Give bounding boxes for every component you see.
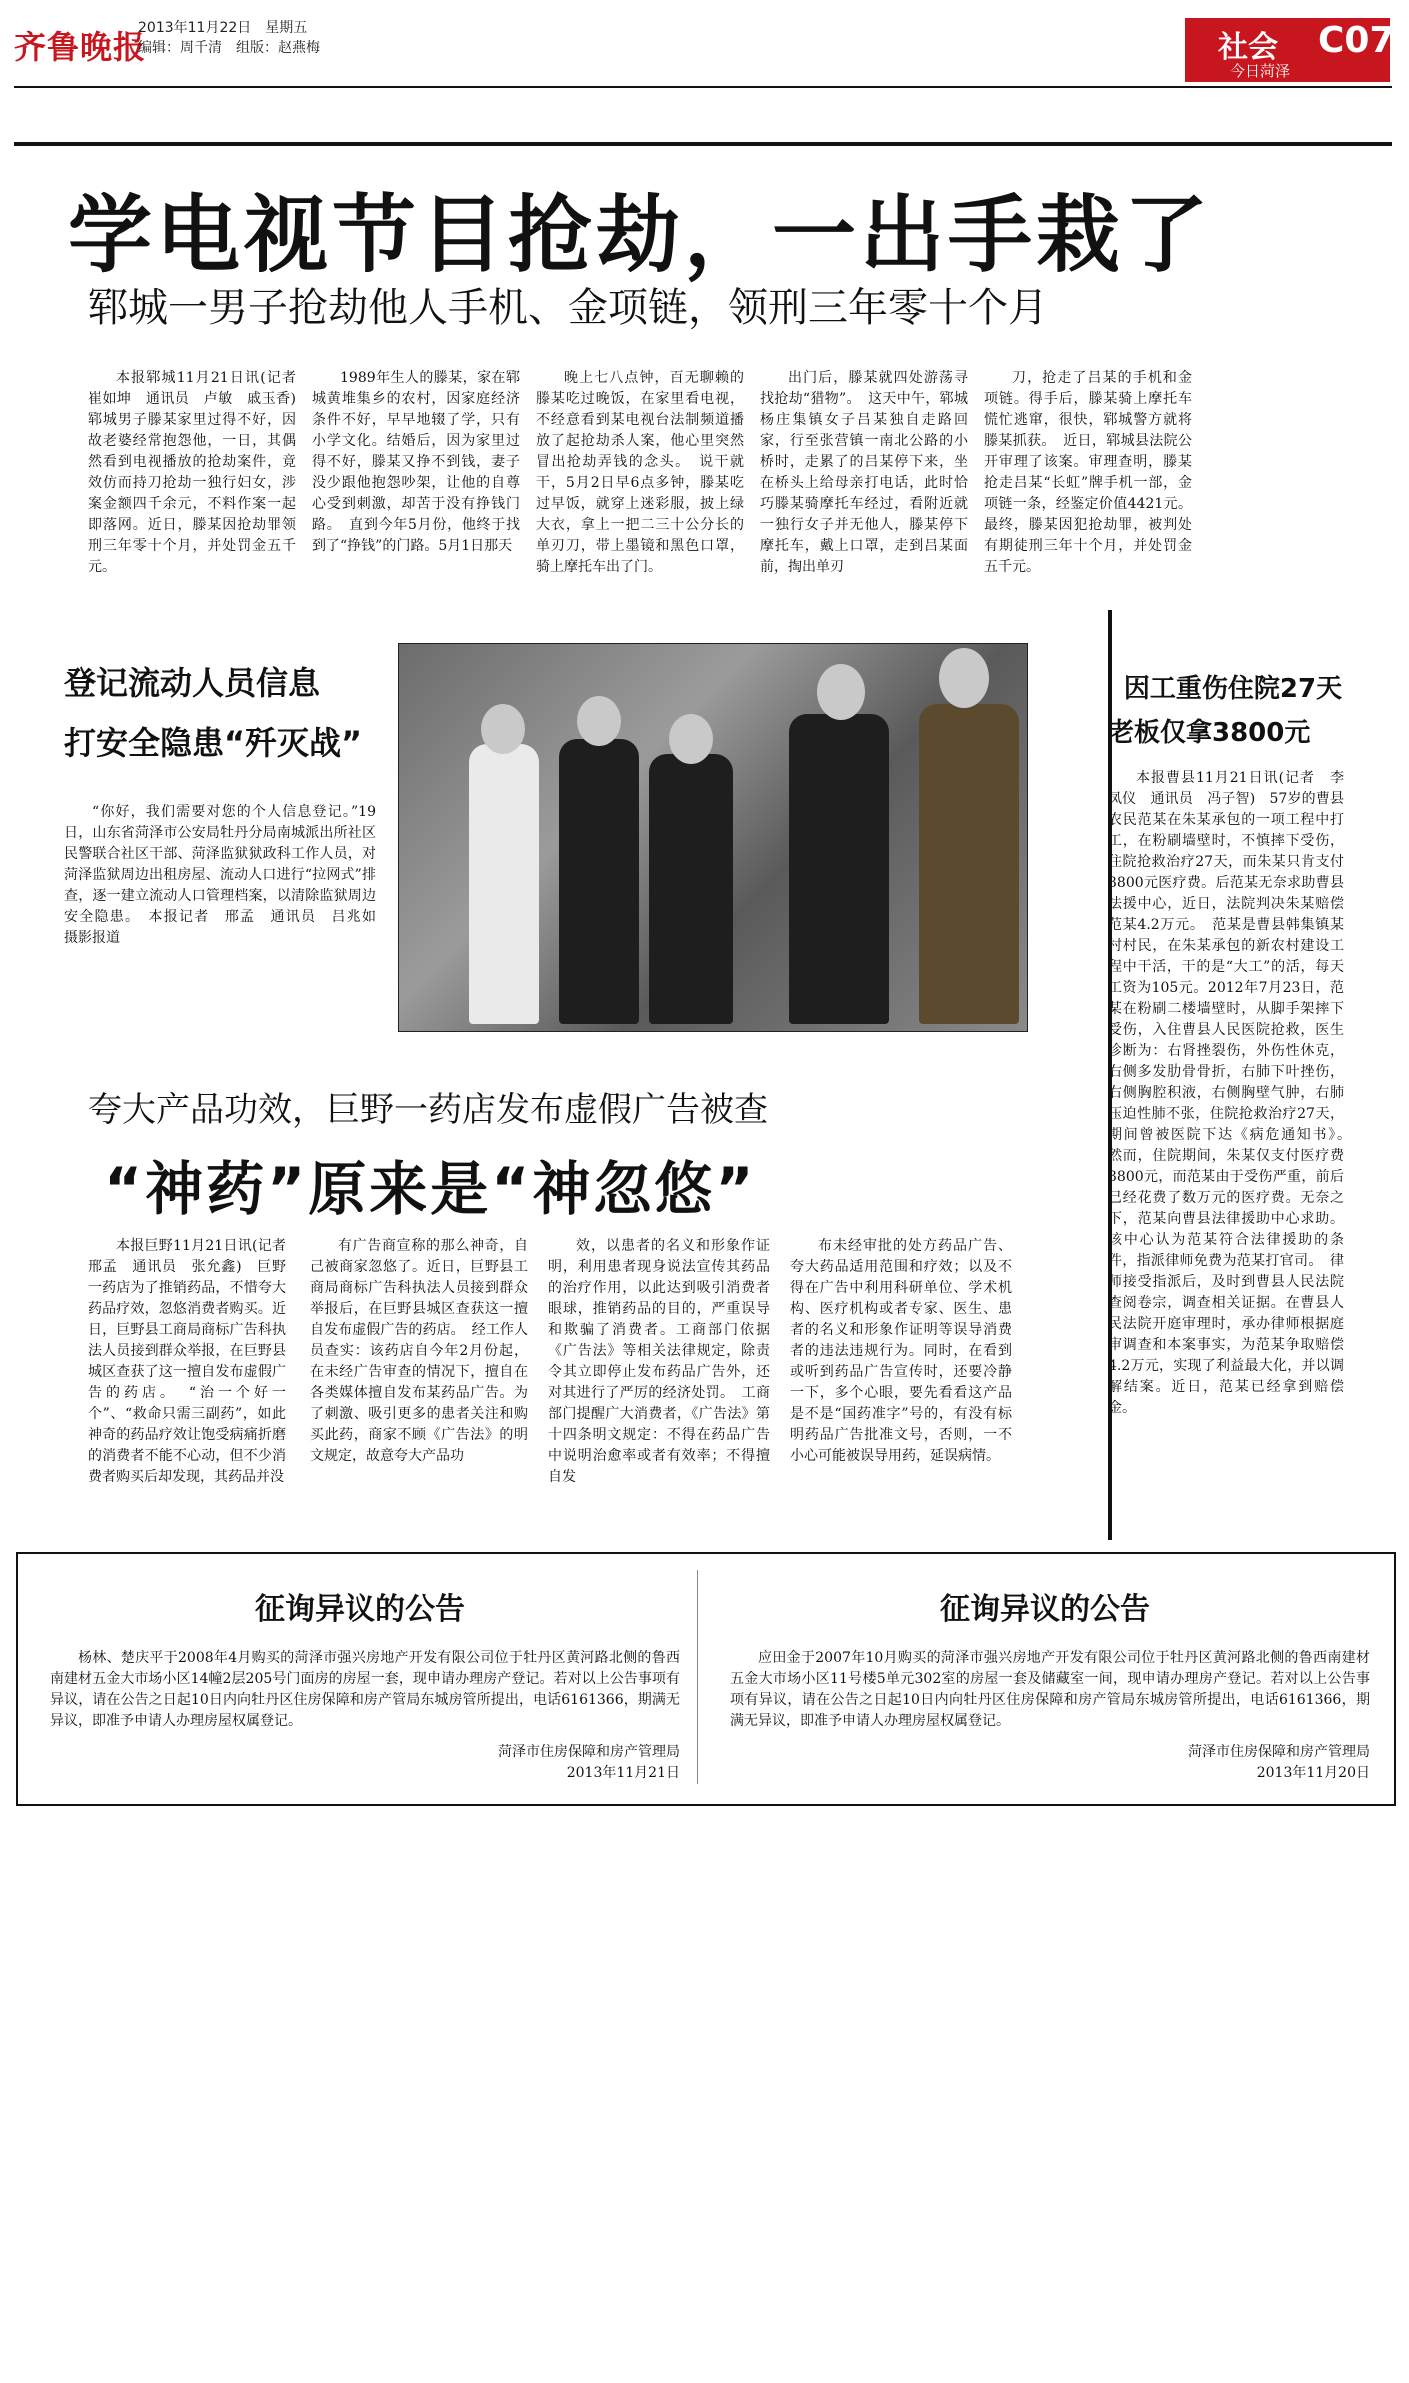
story1-column: 本报郓城11月21日讯(记者 崔如坤 通讯员 卢敏 戚玉香) 郓城男子滕某家里过得不好，因故老婆经常抱怨他，一日，其偶然看到电视播放的抢劫案件，竟效仿而持刀抢劫一独行妇女，涉案金额四千余元，不料作案一起即落网。近日，滕某因抢劫罪领刑三年零十个月，并处罚金五千元。 bbox=[88, 370, 310, 575]
photo-figure-head bbox=[669, 714, 713, 764]
issue-date: 2013年11月22日 星期五 bbox=[138, 20, 308, 36]
photo-figure-head bbox=[939, 648, 989, 708]
photo-figure-officer bbox=[649, 754, 733, 1024]
story4-column: 效，以患者的名义和形象作证明，利用患者现身说法宣传其药品的治疗作用，以此达到吸引消费者眼球，推销药品的目的，严重误导和欺骗了消费者。工商部门依据《广告法》等相关法律规定，除责令其立即停止发布药品广告外，还对其进行了严厉的经济处罚。 工商部门提醒广大消费者，《广告法》第十四条明文规定：不得在药品广告中说明治愈率或者有效率；不得擅自发 bbox=[548, 1238, 770, 1485]
story4-column: 有广告商宣称的那么神奇，自己被商家忽悠了。近日，巨野县工商局商标广告科执法人员接到群众举报后，在巨野县城区查获这一擅自发布虚假广告的药店。 经工作人员查实：该药店自今年2月份起，在未经广告审查的情况下，擅自在各类媒体擅自发布某药品广告。为了刺激、吸引更多的患者关注和购买此药，商家不顾《广告法》的明文规定，故意夸大产品功 bbox=[310, 1238, 528, 1464]
news-photo bbox=[398, 643, 1028, 1032]
story2-headline-line2: 打安全隐患“歼灭战” bbox=[64, 724, 363, 762]
photo-figure-head bbox=[481, 704, 525, 754]
story4-kicker: 夸大产品功效，巨野一药店发布虚假广告被查 bbox=[88, 1090, 768, 1130]
story1-column: 出门后，滕某就四处游荡寻找抢劫“猎物”。 这天中午，郓城杨庄集镇女子吕某独自走路回家，行至张营镇一南北公路的小桥时，走累了的吕某停下来，坐在桥头上给母亲打电话，此时恰巧滕某骑摩托车经过，看附近就一独行女子并无他人，滕某停下摩托车，戴上口罩，走到吕某面前，掏出单刃 bbox=[760, 370, 968, 575]
photo-figure-officer bbox=[789, 714, 889, 1024]
story3-body: 本报曹县11月21日讯(记者 李凤仪 通讯员 冯子智) 57岁的曹县农民范某在朱某承包的一项工程中打工，在粉刷墙壁时，不慎摔下受伤，住院抢救治疗27天，而朱某只肯支付3800元医疗费。后范某无奈求助曹县法援中心，近日，法院判决朱某赔偿范某4.2万元。 范某是曹县韩集镇某村村民，在朱某承包的新农村建设工程中干活，干的是“大工”的活，每天工资为105元。2012年7月23日，范某在粉刷二楼墙壁时，从脚手架摔下受伤，入住曹县人民医院抢救，医生诊断为：右肾挫裂伤，外伤性休克，右侧多发肋骨骨折，右肺下叶挫伤，右侧胸腔积液，右侧胸壁气肿，右肺压迫性肺不张，住院抢救治疗27天，期间曾被医院下达《病危通知书》。 然而，住院期间，朱某仅支付医疗费3800元，而范某由于受伤严重，前后已经花费了数万元的医疗费。无奈之下，范某向曹县法律援助中心求助。该中心认为范某符合法律援助的条件，指派律师免费为范某打官司。 律师接受指派后，及时到曹县人民法院查阅卷宗，调查相关证据。在曹县人民法院开庭审理时，承办律师根据庭审调查和本案事实，为范某争取赔偿4.2万元，实现了利益最大化，并以调解结案。近日，范某已经拿到赔偿金。 bbox=[1108, 770, 1358, 1416]
notice-title: 征询异议的公告 bbox=[940, 1592, 1150, 1627]
notice-title: 征询异议的公告 bbox=[255, 1592, 465, 1627]
section-name: 社会 bbox=[1218, 30, 1278, 65]
notice-body: 杨林、楚庆平于2008年4月购买的菏泽市强兴房地产开发有限公司位于牡丹区黄河路北侧的鲁西南建材五金大市场小区14幢2层205号门面房的房屋一套，现申请办理房产登记。若对以上公告事项有异议，请在公告之日起10日内向牡丹区住房保障和房产管局东城房管所提出，电话6161366，期满无异议，即准予申请人办理房屋权属登记。 bbox=[50, 1650, 680, 1729]
newspaper-logo: 齐鲁晚报 bbox=[14, 28, 147, 66]
photo-figure-man bbox=[919, 704, 1019, 1024]
photo-figure-officer bbox=[559, 739, 639, 1024]
notice-body: 应田金于2007年10月购买的菏泽市强兴房地产开发有限公司位于牡丹区黄河路北侧的鲁西南建材五金大市场小区11号楼5单元302室的房屋一套及储藏室一间，现申请办理房产登记。若对以上公告事项有异议，请在公告之日起10日内向牡丹区住房保障和房产管局东城房管所提出，电话6161366，期满无异议，即准予申请人办理房屋权属登记。 bbox=[730, 1650, 1370, 1729]
story4-column: 布未经审批的处方药品广告、夸大药品适用范围和疗效；以及不得在广告中利用科研单位、学术机构、医疗机构或者专家、医生、患者的名义和形象作证明等误导消费者的违法违规行为。同时，在看到或听到药品广告宣传时，还要冷静一下，多个心眼，要先看看这产品是不是“国药准字”号的，有没有标明药品广告批准文号，否则，一不小心可能被误导用药，延误病情。 bbox=[790, 1238, 1012, 1464]
story1-column: 晚上七八点钟，百无聊赖的滕某吃过晚饭，在家里看电视，不经意看到某电视台法制频道播放了起抢劫杀人案，他心里突然冒出抢劫弄钱的念头。 说干就干，5月2日早6点多钟，滕某吃过早饭，就穿上迷彩服，披上绿大衣，拿上一把二三十公分长的单刃刀，带上墨镜和黑色口罩，骑上摩托车出了门。 bbox=[536, 370, 744, 575]
page-number: C07 bbox=[1318, 20, 1395, 61]
story3-headline-line1: 因工重伤住院27天 bbox=[1123, 674, 1343, 704]
story2-body: “你好，我们需要对您的个人信息登记。”19日，山东省菏泽市公安局牡丹分局南城派出所社区民警联合社区干部、菏泽监狱狱政科工作人员，对菏泽监狱周边出租房屋、流动人口进行“拉网式”排查，逐一建立流动人口管理档案，以清除监狱周边安全隐患。 本报记者 邢孟 通讯员 吕兆如 摄影报道 bbox=[64, 804, 390, 946]
story4-column: 本报巨野11月21日讯(记者 邢孟 通讯员 张允鑫) 巨野一药店为了推销药品，不惜夸大药品疗效，忽悠消费者购买。近日，巨野县工商局商标广告科执法人员接到群众举报，在巨野县城区查获了这一擅自发布虚假广告的药店。 “治一个好一个”、“救命只需三副药”，如此神奇的药品疗效让饱受病痛折磨的消费者不能不心动，但不少消费者购买后却发现，其药品并没 bbox=[88, 1238, 300, 1485]
top-heavy-rule bbox=[14, 142, 1392, 146]
notice-signer: 菏泽市住房保障和房产管理局 bbox=[1188, 1744, 1370, 1760]
story1-subhead: 郓城一男子抢劫他人手机、金项链，领刑三年零十个月 bbox=[88, 285, 1048, 331]
story1-column: 刀，抢走了吕某的手机和金项链。得手后，滕某骑上摩托车慌忙逃窜，很快，郓城警方就将滕某抓获。 近日，郓城县法院公开审理了该案。审理查明，滕某抢走吕某“长虹”牌手机一部，金项链一条，经鉴定价值4421元。最终，滕某因犯抢劫罪，被判处有期徒刑三年十个月，并处罚金五千元。 bbox=[984, 370, 1192, 575]
story1-headline: 学电视节目抢劫，一出手栽了 bbox=[68, 186, 1213, 284]
story1-column: 1989年生人的滕某，家在郓城黄堆集乡的农村，因家庭经济条件不好，早早地辍了学，只有小学文化。结婚后，因为家里过得不好，滕某又挣不到钱，妻子没少跟他抱怨吵架，让他的自尊心受到刺激，却苦于没有挣钱门路。 直到今年5月份，他终于找到了“挣钱”的门路。5月1日那天 bbox=[312, 370, 520, 554]
section-subtitle: 今日菏泽 bbox=[1230, 62, 1291, 80]
notice-divider bbox=[697, 1570, 698, 1784]
story3-headline-line2: 老板仅拿3800元 bbox=[1108, 718, 1311, 748]
photo-figure-woman bbox=[469, 744, 539, 1024]
masthead-rule bbox=[14, 86, 1392, 88]
story4-headline: “神药”原来是“神忽悠” bbox=[104, 1155, 757, 1223]
notice-date: 2013年11月20日 bbox=[1256, 1765, 1370, 1781]
editor-credits: 编辑：周千清 组版：赵燕梅 bbox=[138, 40, 320, 56]
notice-signer: 菏泽市住房保障和房产管理局 bbox=[498, 1744, 680, 1760]
notice-date: 2013年11月21日 bbox=[566, 1765, 680, 1781]
photo-figure-head bbox=[817, 664, 865, 720]
story2-headline-line1: 登记流动人员信息 bbox=[64, 664, 321, 702]
photo-figure-head bbox=[577, 696, 621, 746]
